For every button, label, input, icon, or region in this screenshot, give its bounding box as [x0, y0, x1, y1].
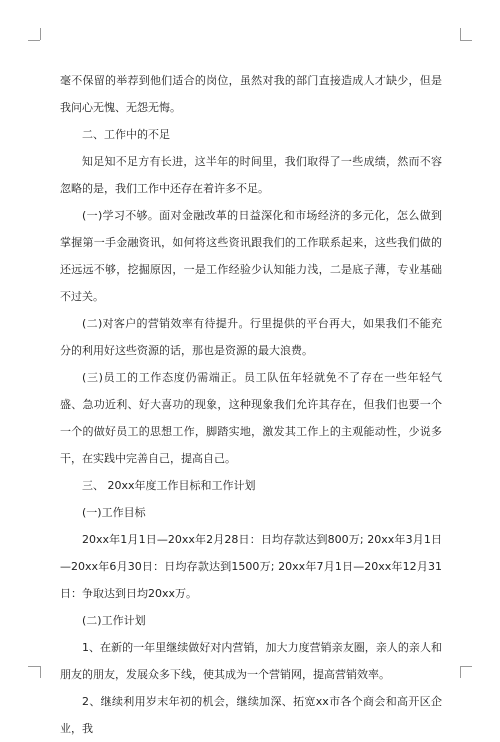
paragraph: 2、继续利用岁末年初的机会，继续加深、拓宽xx市各个商会和高开区企业，我: [60, 695, 442, 735]
crop-mark-bottom-left-v: [40, 666, 41, 678]
document-body: [60, 67, 442, 742]
section-heading: 二、工作中的不足: [82, 128, 170, 141]
crop-mark-top-left-h: [28, 40, 40, 41]
subsection-heading: (二)工作计划: [82, 614, 146, 627]
crop-mark-bottom-right-v: [460, 666, 461, 678]
crop-mark-top-left-v: [40, 28, 41, 40]
paragraph: 毫不保留的举荐到他们适合的岗位，虽然对我的部门直接造成人才缺少，但是我问心无愧、无怨无悔。: [60, 74, 442, 114]
subsection-heading: (一)工作目标: [82, 506, 146, 519]
paragraph: (三)员工的工作态度仍需端正。员工队伍年轻就免不了存在一些年轻气盛、急功近利、好大喜功的现象，这种现象我们允许其存在，但我们也要一个一个的做好员工的思想工作，脚踏实地，激发其工作上的主观能动性，少说多干，在实践中完善自己，提高自己。: [60, 371, 442, 465]
paragraph: (二)对客户的营销效率有待提升。行里提供的平台再大，如果我们不能充分的利用好这些资源的话，那也是资源的最大浪费。: [60, 317, 442, 357]
section-heading: 三、 20xx年度工作目标和工作计划: [82, 479, 256, 492]
crop-mark-top-right-h: [460, 40, 472, 41]
crop-mark-bottom-right-h: [460, 666, 472, 667]
crop-mark-top-right-v: [460, 28, 461, 40]
crop-mark-bottom-left-h: [28, 666, 40, 667]
paragraph: 20xx年1月1日—20xx年2月28日：日均存款达到800万; 20xx年3月1日—20xx年6月30日：日均存款达到1500万; 20xx年7月1日—20xx年12月31日：争取达到日均20xx万。: [60, 533, 442, 600]
paragraph: 1、在新的一年里继续做好对内营销，加大力度营销亲友圈，亲人的亲人和朋友的朋友，发展众多下线，使其成为一个营销网，提高营销效率。: [60, 641, 442, 681]
paragraph: 知足知不足方有长进，这半年的时间里，我们取得了一些成绩，然而不容忽略的是，我们工作中还存在着许多不足。: [60, 155, 442, 195]
paragraph: (一)学习不够。面对金融改革的日益深化和市场经济的多元化，怎么做到掌握第一手金融资讯，如何将这些资讯跟我们的工作联系起来，这些我们做的还远远不够，挖掘原因，一是工作经验少认知能力浅，二是底子薄，专业基础不过关。: [60, 209, 442, 303]
